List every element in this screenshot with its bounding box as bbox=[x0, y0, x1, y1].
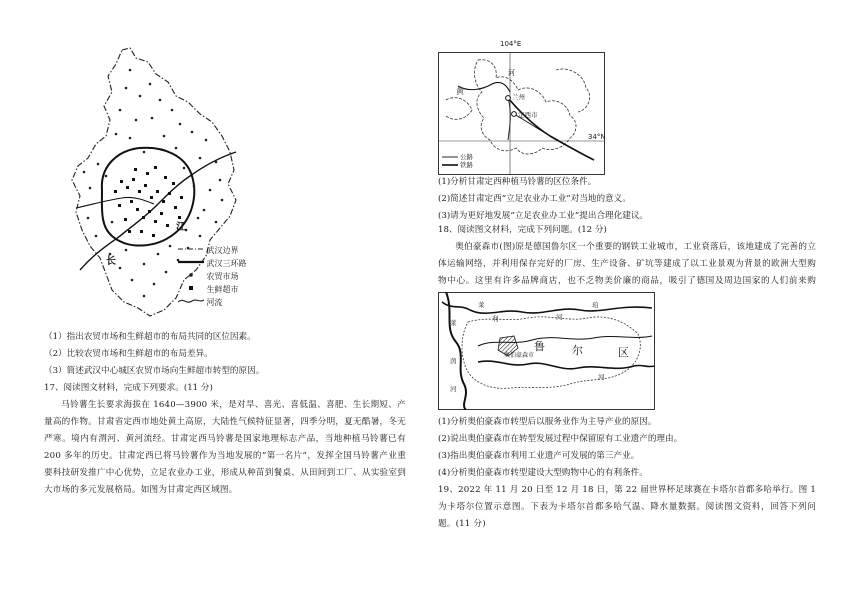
ruhr-label-po: 珀 bbox=[592, 301, 599, 309]
legend-label: 生鲜超市 bbox=[206, 285, 239, 294]
q16-item-1: （1）指出农贸市场和生鲜超市的布局共同的区位因素。 bbox=[44, 332, 256, 342]
legend-boundary bbox=[178, 244, 268, 257]
ruhr-label-lai2: 莱 bbox=[450, 319, 457, 327]
wave-line-icon bbox=[178, 297, 204, 305]
q17-paragraph: 马铃薯生长要求海拔在 1640—3900 米，是对旱、喜光、喜低温、喜肥、生长期短、产量高的作物。甘肃省定西市地处黄土高原，大陆性气候特征显著，四季分明，夏无酷暑，冬无严寒。境内有渭河、黄河流经。甘肃定西马铃薯是国家地理标志产品，当地种植马铃薯已有 200 多年的历史。甘肃定西已将马铃薯作为当地发展的“第一名片”，发挥全国马铃薯产业重要科技研发推广中心优势，立足农业办工业，形成从种苗到餐桌、从田间到工厂、从实验室到大市场的多元发展格局。如图为甘肃定西区域图。 bbox=[44, 400, 406, 495]
ruhr-label-oberhausen: 奥伯豪森市 bbox=[504, 352, 535, 359]
q18-item-4: (4)分析奥伯豪森市转型建设大型购物中心的有利条件。 bbox=[438, 468, 648, 478]
square-icon bbox=[178, 284, 204, 292]
q17-item-3: (3)请为更好地发展“立足农业办工业”提出合理化建议。 bbox=[438, 211, 649, 221]
map-label-huang: 黄 bbox=[456, 87, 464, 96]
q18-item-2: (2)说出奥伯豪森市在转型发展过程中保留原有工业遗产的理由。 bbox=[438, 434, 683, 444]
q17-title: 17、阅读图文材料，完成下列要求。(11 分) bbox=[44, 383, 213, 393]
ruhr-label-lai: 莱 bbox=[478, 301, 485, 309]
dingxi-map bbox=[438, 40, 618, 176]
dot-icon bbox=[178, 271, 204, 279]
q16-item-3: （3）简述武汉中心城区农贸市场向生鲜超市转型的原因。 bbox=[44, 366, 265, 376]
dash-dot-line-icon bbox=[178, 245, 204, 253]
legend-river bbox=[178, 296, 268, 309]
q18-paragraph: 奥伯豪森市(图)原是德国鲁尔区一个重要的钢铁工业城市，工业衰落后，该地建成了完善的立体运输网络，并利用保存完好的厂房、生产设备、矿坑等建成了以工业景观为背景的欧洲大型购物中心。这里有许多品牌商店，也不乏物美价廉的商品，吸引了德国及周边国家的人们前来购 bbox=[438, 242, 816, 286]
legend-supermarket bbox=[178, 283, 268, 296]
q18-item-3: (3)指出奥伯豪森市利用工业遗产可发展的第三产业。 bbox=[438, 451, 640, 461]
q16-item-2: （2）比较农贸市场和生鲜超市的布局差异。 bbox=[44, 349, 213, 359]
legend-farmer-market bbox=[178, 270, 268, 283]
map-label-he: 河 bbox=[508, 69, 515, 77]
map-label-lanzhou: 兰州 bbox=[512, 93, 525, 101]
q18-item-1: (1)分析奥伯豪森市转型后以服务业作为主导产业的原因。 bbox=[438, 417, 657, 427]
thick-line-icon bbox=[178, 258, 204, 266]
q17-item-2: (2)简述甘肃定西“立足农业办工业”对当地的意义。 bbox=[438, 194, 631, 204]
q18-items bbox=[438, 414, 818, 482]
legend-label: 河流 bbox=[206, 298, 223, 307]
legend-highway-label: 公路 bbox=[460, 153, 473, 161]
legend-label: 农贸市场 bbox=[206, 272, 239, 281]
q17-items bbox=[438, 174, 818, 225]
q16-items bbox=[44, 329, 414, 380]
ruhr-label-lu: 鲁 bbox=[534, 340, 545, 353]
yangtze-label: 长 bbox=[106, 256, 116, 267]
han-river bbox=[76, 197, 154, 208]
latitude-label: 34°N bbox=[588, 133, 606, 141]
q17-item-1: (1)分析甘肃定西种植马铃薯的区位条件。 bbox=[438, 177, 597, 187]
ruhr-label-he2: 河 bbox=[556, 313, 563, 321]
q19-paragraph: 19、2022 年 11 月 20 日至 12 月 18 日，第 22 届世界杯足球赛在卡塔尔首都多哈举行。图 1 为卡塔尔位置示意图。下表为卡塔尔首都多哈气温、降水量数据。阅读图文资料，回答下列问题。(11 分) bbox=[438, 485, 816, 529]
legend-label: 武汉三环路 bbox=[206, 259, 247, 268]
legend-ring-road bbox=[178, 257, 268, 270]
ruhr-label-yin: 茵 bbox=[450, 357, 457, 365]
ruhr-label-li: 利 bbox=[492, 315, 499, 323]
q18-title: 18、阅读图文材料，完成下列问题。(12 分) bbox=[438, 225, 607, 235]
ruhr-label-he1: 河 bbox=[450, 385, 457, 393]
longitude-label: 104°E bbox=[500, 40, 522, 48]
ruhr-label-er: 尔 bbox=[572, 344, 583, 357]
ruhr-map bbox=[438, 292, 656, 410]
map-label-dingxi: 定西市 bbox=[518, 111, 538, 119]
legend-label: 武汉边界 bbox=[206, 246, 239, 255]
ruhr-label-he3: 河 bbox=[598, 373, 605, 381]
ruhr-label-qu: 区 bbox=[618, 346, 629, 359]
wuhan-legend bbox=[178, 244, 268, 309]
legend-railway-label: 铁路 bbox=[460, 161, 473, 169]
river-label: 江 bbox=[176, 222, 186, 233]
